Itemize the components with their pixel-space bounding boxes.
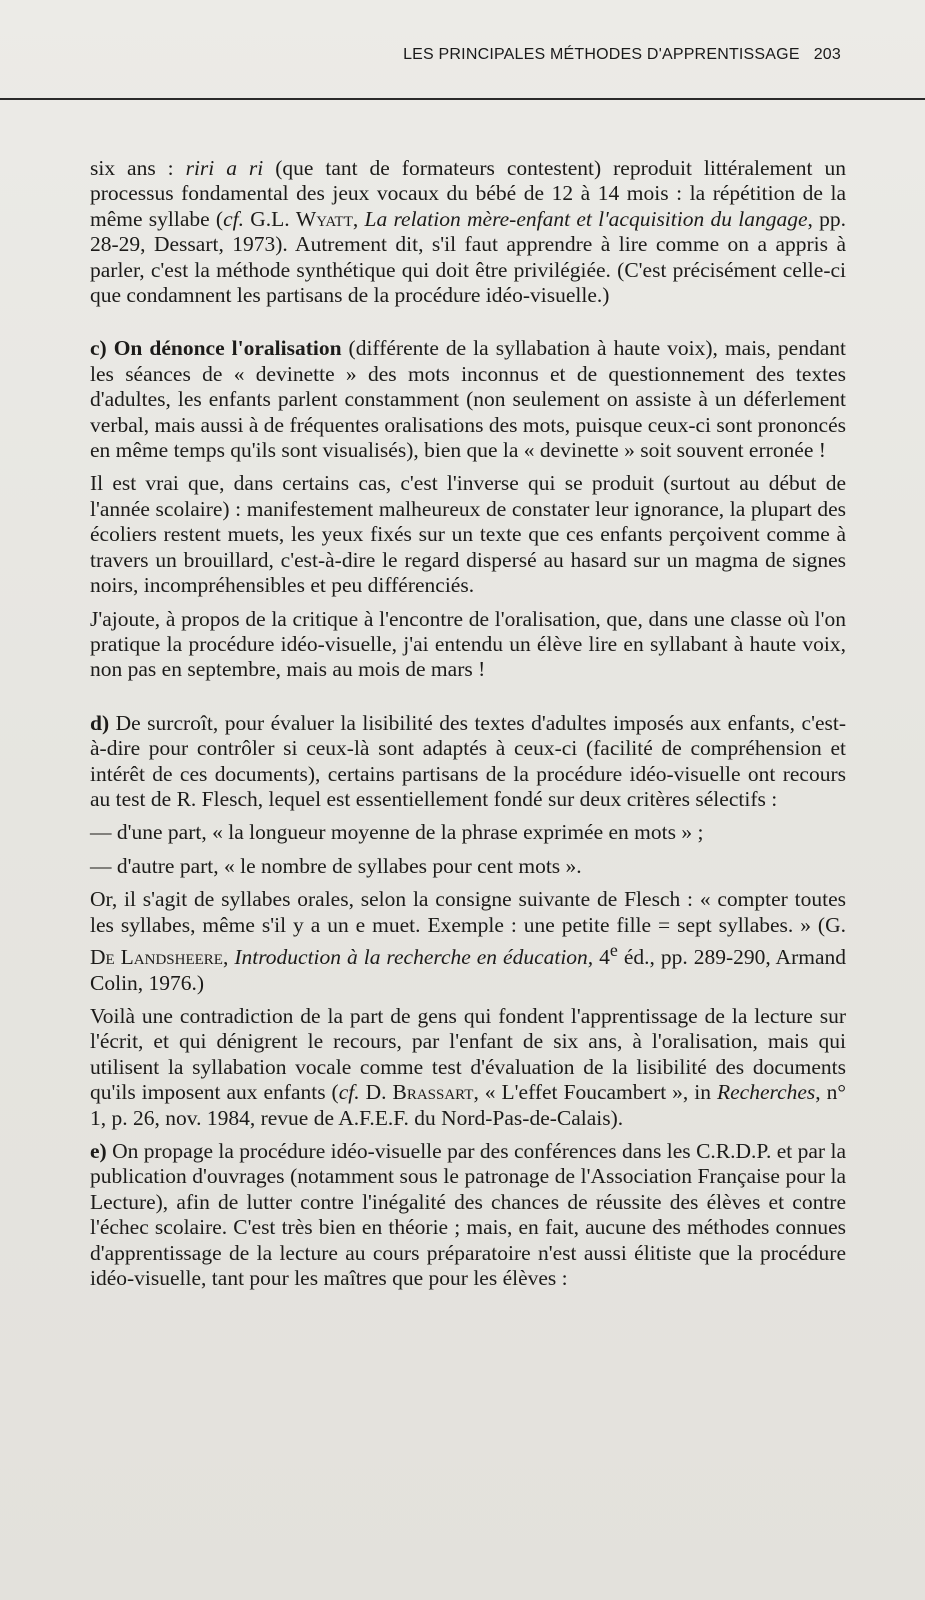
text-run: 4 [593,945,610,970]
paragraph-c-3: J'ajoute, à propos de la critique à l'encontre de l'oralisation, que, dans une classe où l'on pratique la procédure idéo-visuelle, j'ai entendu un élève lire en syllabant à haute voix, non pas en septembre, mais au mois de mars ! [90,606,846,682]
text-run: D. [359,1080,393,1105]
paragraph-d-4 [90,1004,846,1131]
author-name: Brassart [392,1080,474,1105]
italic-run: riri a ri [185,156,264,180]
text-run: , « L'effet Foucambert », in [473,1080,717,1105]
text-run: , pp. 28-29, Dessart, 1973). Autrement dit, s'il faut apprendre à lire comme on a appris à parler, c'est la méthode synthétique qui doit être privilégiée. (C'est précisément celle-ci que condamnent les partisans de la procédure idéo-visuelle.) [90,206,846,308]
text-run: De surcroît, pour évaluer la lisibilité des textes d'adultes imposés aux enfants, c'est-à-dire pour contrôler si ceux-là sont adaptés à ceux-ci (facilité de compréhension et intérêt de ces documents), certains partisans de la procédure idéo-visuelle ont recours au test de R. Flesch, lequel est essentiellement fondé sur deux critères sélectifs : [90,710,846,811]
section-label-d: d) [90,710,110,735]
paragraph-c [90,336,846,463]
text-run: G.L. [244,206,296,231]
page-number: 203 [813,46,841,63]
paragraph-d [90,711,846,813]
text-run: six ans : [90,156,186,180]
text-run: (que tant de formateurs contestent) reproduit littéralement un processus fondamental des jeux vocaux du bébé de 12 à 14 mois : la répétition de la même syllabe ( [90,156,846,231]
journal-title: Recherches [716,1080,816,1105]
text-run: Or, il s'agit de syllabes orales, selon la consigne suivante de Flesch : « compter toutes les syllabes, même s'il y a un e muet. Exemple : une petite fille = sept syllabes. » (G. [90,887,846,937]
dash-item-2: — d'autre part, « le nombre de syllabes pour cent mots ». [90,853,582,878]
dash-item-1: — d'une part, « la longueur moyenne de la phrase exprimée en mots » ; [90,820,704,845]
text-run: Voilà une contradiction de la part de gens qui fondent l'apprentissage de la lecture sur l'écrit, et qui dénigrent le recours, par l'enfant de six ans, à l'oralisation, mais qui utilisent la syllabation vocale comme test d'évaluation de la lisibilité des documents qu'ils imposent aux enfants ( [90,1003,846,1105]
running-header [0,46,841,64]
author-name: Wyatt [295,206,353,231]
book-title: Introduction à la recherche en éducation, [234,945,594,970]
section-label-e: e) [90,1138,107,1163]
paragraph-d-3 [90,887,846,996]
italic-run: cf. [338,1080,360,1105]
header-rule [0,98,925,100]
paragraph-e [90,1139,846,1291]
page-body [90,156,846,1299]
text-run: , n° 1, p. 26, nov. 1984, revue de A.F.E.F. du Nord-Pas-de-Calais). [90,1080,846,1130]
text-run: (différente de la syllabation à haute voix), mais, pendant les séances de « devinette » des mots inconnus et de questionnement des textes d'adultes, les enfants parlent constamment (non seulement on assiste à un déferlement verbal, mais aussi à de fréquentes oralisations des mots, puisque ceux-ci sont prononcés en même temps qu'ils sont visualisés), bien que la « devinette » soit souvent erronée ! [90,336,846,463]
paragraph-continuation [90,156,846,308]
text-run: On propage la procédure idéo-visuelle par des conférences dans les C.R.D.P. et par la publication d'ouvrages (notamment sous le patronage de l'Association Française pour la Lecture), afin de lutter contre l'inégalité des chances de réussite des élèves et contre l'échec scolaire. C'est très bien en théorie ; mais, en fait, aucune des méthodes connues d'apprentissage de la lecture au cours préparatoire n'est aussi élitiste que la procédure idéo-visuelle, tant pour les maîtres que pour les élèves : [90,1138,846,1290]
text-run: éd., pp. 289-290, Armand Colin, 1976.) [90,945,847,995]
book-title: La relation mère-enfant et l'acquisition du langage [364,206,808,231]
author-name: De Landsheere [90,945,223,970]
superscript: e [609,939,618,960]
text-run: , [352,206,365,231]
section-label-c: c) On dénonce l'oralisation [90,336,342,361]
italic-run: cf. [223,206,244,231]
header-title: LES PRINCIPALES MÉTHODES D'APPRENTISSAGE [403,46,800,63]
text-run: , [222,945,235,970]
paragraph-c-2: Il est vrai que, dans certains cas, c'est l'inverse qui se produit (surtout au début de l'année scolaire) : manifestement malheureux de constater leur ignorance, la plupart des écoliers restent muets, les yeux fixés sur un texte que ces enfants perçoivent comme à travers un brouillard, c'est-à-dire le regard dispersé au hasard sur un magma de signes noirs, incompréhensibles et peu différenciés. [90,471,846,598]
